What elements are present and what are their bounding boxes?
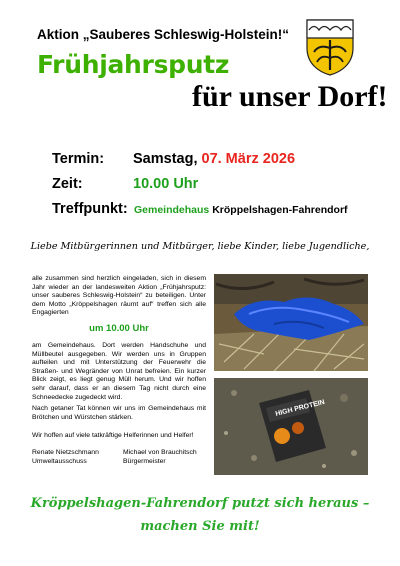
- signature-role: Umweltausschuss: [32, 457, 87, 465]
- treffpunkt-row: [52, 200, 348, 218]
- page-subtitle: für unser Dorf!: [192, 80, 388, 113]
- coat-of-arms-icon: [305, 18, 355, 76]
- treffpunkt-label: Treffpunkt:: [52, 201, 128, 217]
- treffpunkt-place: Gemeindehaus: [134, 204, 210, 216]
- zeit-value: 10.00 Uhr: [133, 176, 199, 192]
- termin-day: Samstag,: [133, 151, 202, 167]
- footer-line-1: Kröppelshagen-Fahrendorf putzt sich heraus –: [30, 496, 370, 511]
- termin-label: Termin:: [52, 151, 105, 167]
- treffpunkt-town: Kröppelshagen-Fahrendorf: [209, 204, 348, 216]
- termin-date: 07. März 2026: [201, 151, 296, 167]
- body-paragraph-1: alle zusammen sind herzlich eingeladen, sich in diesem Jahr wieder an der landesweiten Aktion „Frühjahrsputz: unser sauberes Schleswig-Holstein“ zu beteiligen. Unter dem Motto „Kröppelshagen räumt auf“ treffen sich alle Engagierten: [32, 275, 206, 317]
- zeit-row: [52, 175, 198, 193]
- time-highlight: um 10.00 Uhr: [89, 323, 149, 334]
- signature-role: Bürgermeister: [123, 457, 166, 465]
- termin-row: [52, 150, 295, 168]
- zeit-label: Zeit:: [52, 176, 83, 192]
- signature-name: Michael von Brauchitsch: [123, 449, 197, 456]
- footer-line-2: machen Sie mit!: [140, 519, 260, 534]
- wrapper-label: HIGH PROTEIN: [274, 398, 326, 418]
- signature-name: Renate Nietzschmann: [32, 449, 99, 456]
- greeting-line: Liebe Mitbürgerinnen und Mitbürger, liebe Kinder, liebe Jugendliche,: [30, 241, 370, 252]
- body-paragraph-2: am Gemeindehaus. Dort werden Handschuhe und Müllbeutel ausgegeben. Wir werden uns in Gruppen aufteilen und mit Unterstützung der Feuerwehr die Straßen- und Wegränder von Unrat befreien. Ein kurzer Blick zeigt, es liegt genug Müll herum. Und wir hoffen sehr darauf, dass er an diesem Tag nicht durch eine Schneedecke zugedeckt wird.: [32, 342, 206, 401]
- body-paragraph-4: Wir hoffen auf viele tatkräftige Helferinnen und Helfer!: [32, 432, 194, 439]
- campaign-heading: Aktion „Sauberes Schleswig-Holstein!“: [37, 27, 290, 42]
- page-title: Frühjahrsputz: [37, 50, 230, 79]
- signature-block-2: [123, 449, 197, 466]
- litter-photo-tarp: [214, 274, 368, 371]
- signature-block-1: [32, 449, 99, 466]
- body-paragraph-3: Nach getaner Tat können wir uns im Gemeindehaus mit Brötchen und Würstchen stärken.: [32, 405, 206, 421]
- litter-photo-wrapper: [214, 378, 368, 475]
